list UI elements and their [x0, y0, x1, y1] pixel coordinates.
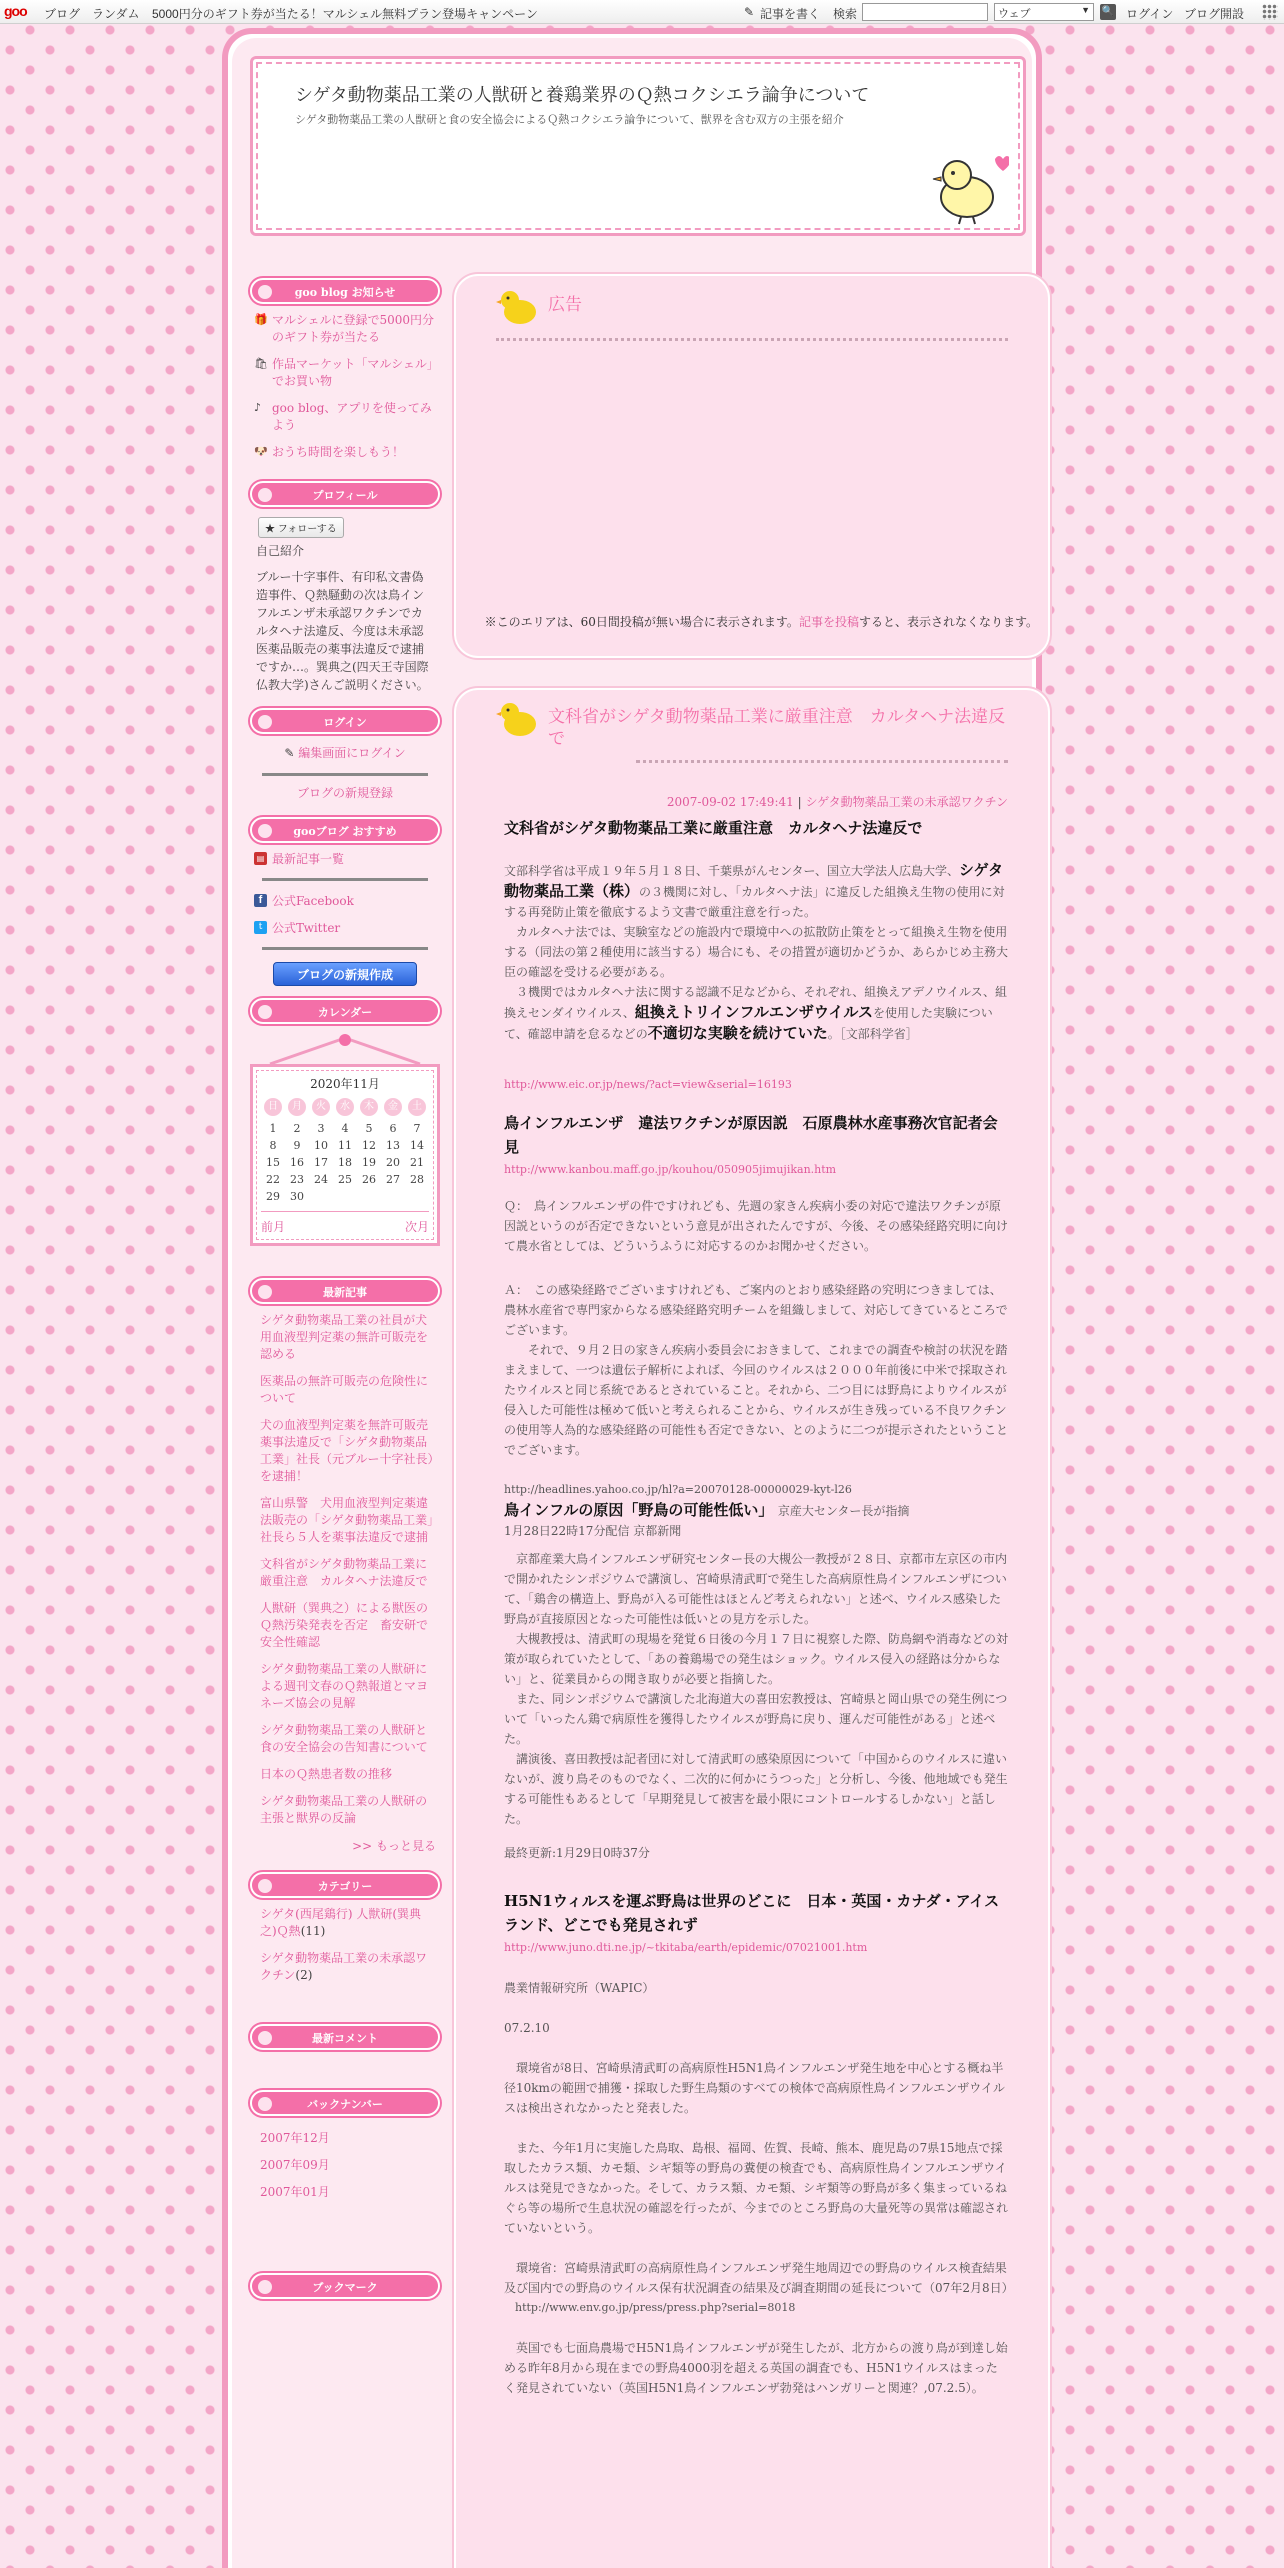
- recent-article-item[interactable]: [254, 1722, 436, 1756]
- calendar-day: 24: [314, 1173, 328, 1186]
- calendar-day: 21: [410, 1156, 424, 1169]
- recommend-list-2: [250, 889, 440, 937]
- recent-article-item[interactable]: [254, 1600, 436, 1651]
- notice-heading: [250, 278, 440, 304]
- divider: [262, 773, 428, 776]
- toolbar-link-blog[interactable]: ブログ: [44, 7, 81, 21]
- calendar-day-name: 木: [360, 1098, 378, 1116]
- calendar-day: 19: [362, 1156, 376, 1169]
- calendar-day: 3: [317, 1122, 325, 1135]
- entry-date-link[interactable]: 2007-09-02 17:49:41: [666, 795, 794, 809]
- ad-note-suffix: すると、表示されなくなります。: [858, 615, 1038, 629]
- ad-box: [454, 274, 1050, 658]
- twitter-link[interactable]: 公式Twitter: [272, 921, 341, 935]
- calendar-day: 20: [386, 1156, 400, 1169]
- more-link[interactable]: >> もっと見る: [352, 1839, 436, 1853]
- notice-link[interactable]: goo blog、アプリを使ってみよう: [272, 401, 432, 432]
- flower-icon: [258, 2280, 272, 2294]
- source-date: 07.2.10: [504, 2021, 550, 2035]
- search-scope-select[interactable]: [994, 3, 1094, 21]
- goo-logo[interactable]: goo: [4, 3, 27, 19]
- recent-article-link[interactable]: 医薬品の無許可販売の危険性について: [260, 1374, 429, 1405]
- shop-icon: 🛍: [254, 357, 268, 370]
- text: を使用した実験について、確認申請を怠るなどの: [504, 1006, 993, 1041]
- pencil-icon: ✎: [744, 5, 755, 19]
- ad-heading: 広告: [548, 295, 582, 315]
- strong-text: シゲタ動物薬品工業（株）: [504, 861, 1003, 900]
- recent-articles-list: [250, 1304, 440, 1827]
- entry-paragraph: 環境省：宮崎県清武町の高病原性鳥インフルエンザ発生地周辺での野鳥のウイルス検査結果及び国内での野鳥のウイルス保有状況調査の結果及び調査期間の延長について（07年2月8日）: [504, 2261, 1014, 2295]
- recommend-list: [250, 843, 440, 868]
- text: 。［文部科学省］: [827, 1027, 918, 1041]
- calendar-day: 15: [266, 1156, 280, 1169]
- entry-paragraph: カルタヘナ法では、実験室などの施設内で環境中への拡散防止策をとって組換え生物を使用する（同法の第２種使用に該当する）場合にも、その措置が適切かどうか、あらかじめ主務大臣の確認を受ける必要がある。: [504, 925, 1009, 979]
- login-box: [250, 734, 440, 765]
- entry-paragraph: Ａ： この感染経路でございますけれども、ご案内のとおり感染経路の究明につきましては、農林水産省で専門家からなる感染経路究明チームを組織しまして、対応してきているところでございます。: [504, 1283, 1008, 1337]
- flower-icon: [258, 2097, 272, 2111]
- calendar-day: 30: [290, 1190, 304, 1203]
- calendar-nav: [261, 1211, 429, 1235]
- calendar-day: 27: [386, 1173, 400, 1186]
- category-count: (2): [295, 1968, 313, 1982]
- notice-item[interactable]: [254, 444, 436, 461]
- calendar-day: 8: [269, 1139, 277, 1152]
- entry-heading-2: 鳥インフルエンザ 違法ワクチンが原因説 石原農林水産事務次官記者会見: [504, 1114, 998, 1156]
- notice-heading-label: goo blog お知らせ: [294, 286, 396, 299]
- present-icon: 🎁: [254, 313, 268, 326]
- create-blog-button[interactable]: ブログの新規作成: [273, 962, 417, 986]
- notice-list: [250, 304, 440, 481]
- calendar-day: 4: [341, 1122, 349, 1135]
- self-intro-label: 自己紹介: [256, 544, 305, 558]
- search-icon[interactable]: 🔍: [1100, 4, 1116, 20]
- divider: [262, 947, 428, 950]
- calendar-day: 17: [314, 1156, 328, 1169]
- login-heading: [250, 708, 440, 734]
- notice-item[interactable]: [254, 400, 436, 434]
- calendar-next-link[interactable]: 次月: [404, 1220, 429, 1234]
- main-column: [454, 274, 1050, 2568]
- entry-meta-separator: |: [793, 795, 806, 809]
- flower-icon: [258, 2031, 272, 2045]
- calendar-day: 11: [338, 1139, 352, 1152]
- blog-header: [250, 56, 1026, 236]
- recommend-heading-label: gooブログ おすすめ: [293, 825, 397, 838]
- write-article-link[interactable]: 記事を書く: [760, 7, 821, 21]
- backnumber-link[interactable]: 2007年12月: [260, 2131, 330, 2145]
- entry-category-link[interactable]: シゲタ動物薬品工業の未承認ワクチン: [805, 795, 1008, 809]
- recent-article-link[interactable]: 人獣研（巽典之）による獣医のＱ熱汚染発表を否定 畜安研で安全性確認: [260, 1601, 429, 1649]
- calendar-day: 25: [338, 1173, 352, 1186]
- backnumber-list: [250, 2116, 440, 2221]
- edit-login-link[interactable]: 編集画面にログイン: [298, 746, 406, 760]
- calendar-day: 12: [362, 1139, 376, 1152]
- notice-item[interactable]: [254, 312, 436, 346]
- facebook-icon: f: [254, 894, 267, 907]
- recent-article-item[interactable]: [254, 1417, 441, 1485]
- profile-box: [250, 542, 440, 708]
- notice-link[interactable]: マルシェルに登録で5000円分のギフト券が当たる: [272, 313, 435, 344]
- entry-paragraph: Ｑ： 鳥インフルエンザの件ですけれども、先週の家きん疾病小委の対応で違法ワクチンが原因説というのが否定できないという意見が出されたんですが、今後、その感染経路究明に向けて農水省としては、どういうふうに対応するのかお聞かせください。: [504, 1199, 1009, 1253]
- calendar-day-name: 土: [408, 1098, 426, 1116]
- category-link[interactable]: シゲタ(西尾鶏行) 人獣研(巽典之)Ｑ熱: [260, 1907, 422, 1938]
- follow-button[interactable]: [258, 517, 344, 538]
- backnumber-item[interactable]: [254, 2130, 436, 2147]
- flower-icon: [258, 1285, 272, 1299]
- entry-meta: [456, 763, 1048, 816]
- entry-heading-4: H5N1ウィルスを運ぶ野鳥は世界のどこに 日本・英国・カナダ・アイスランド、どこでも発見されず: [504, 1892, 1000, 1934]
- calendar-day: 5: [365, 1122, 373, 1135]
- recommend-item[interactable]: [254, 920, 436, 937]
- source-url: http://www.env.go.jp/press/press.php?serial=8018: [504, 2301, 796, 2314]
- dateline: 1月28日22時17分配信 京都新聞: [504, 1524, 682, 1538]
- source-name: 農業情報研究所（WAPIC）: [504, 1981, 655, 1995]
- recent-article-item[interactable]: [254, 1312, 436, 1363]
- profile-heading: [250, 481, 440, 507]
- ad-note: [456, 613, 1048, 656]
- entry-paragraph: 講演後、喜田教授は記者団に対して清武町の感染原因について「中国からのウイルスに違いないが、渡り鳥そのものでなく、二次的に何かにうつった」と分析し、今後、他地域でも発生する可能性もあるとして「早期発見して被害を最小限にコントロールするしかない」と話した。: [504, 1752, 1008, 1826]
- calendar-day-name: 金: [384, 1098, 402, 1116]
- chick-icon: [929, 149, 1009, 225]
- toolbar-link-random[interactable]: ランダム: [92, 7, 140, 21]
- calendar-day: 16: [290, 1156, 304, 1169]
- notice-link[interactable]: おうち時間を楽しもう！: [272, 445, 405, 459]
- recent-article-link[interactable]: 富山県警 犬用血液型判定薬違法販売の「シゲタ動物薬品工業」社長ら５人を薬事法違反で逮捕: [260, 1496, 434, 1544]
- calendar-hanger: [250, 1034, 440, 1064]
- calendar-day: 7: [413, 1122, 421, 1135]
- blog-title[interactable]: シゲタ動物薬品工業の人獣研と養鶏業界のＱ熱コクシエラ論争について: [295, 85, 870, 106]
- entry-paragraph: また、同シンポジウムで講演した北海道大の喜田宏教授は、宮崎県と岡山県での発生例について「いったん鶏で病原性を獲得したウイルスが野鳥に戻り、運んだ可能性がある」と述べた。: [504, 1692, 1008, 1746]
- recent-article-link[interactable]: シゲタ動物薬品工業の人獣研の主張と獣界の反論: [260, 1794, 428, 1825]
- recent-article-item[interactable]: [254, 1495, 436, 1546]
- calendar-day: 6: [389, 1122, 397, 1135]
- comment-heading: [250, 2024, 440, 2050]
- profile-text: ブルー十字事件、有印私文書偽造事件、Ｑ熱騒動の次は鳥インフルエンザ未承認ワクチンでカルタヘナ法違反、今度は未承認医薬品販売の薬事法違反で逮捕ですか…。巽典之(四天王寺国際仏教大学)さんご説明ください。: [256, 570, 429, 692]
- entry-body: [456, 816, 1048, 2434]
- page-container: [222, 28, 1042, 2568]
- category-list: [250, 1898, 440, 2004]
- calendar-day: 2: [293, 1122, 301, 1135]
- profile-heading-label: プロフィール: [312, 489, 378, 502]
- recent-article-link[interactable]: 犬の血液型判定薬を無許可販売 薬事法違反で「シゲタ動物薬品工業」社長（元ブルー十字社長）を逮捕！: [260, 1418, 441, 1483]
- strong-text: 組換えトリインフルエンザウイルス: [634, 1003, 873, 1021]
- backnumber-link[interactable]: 2007年01月: [260, 2185, 330, 2199]
- source-link[interactable]: http://www.juno.dti.ne.jp/~tkitaba/earth/epidemic/07021001.htm: [504, 1941, 868, 1954]
- source-link[interactable]: http://www.kanbou.maff.go.jp/kouhou/050905jimujikan.htm: [504, 1163, 837, 1176]
- calendar-day: 23: [290, 1173, 304, 1186]
- recent-articles-link[interactable]: 最新記事一覧: [272, 852, 345, 866]
- new-blog-register-link[interactable]: ブログの新規登録: [296, 786, 393, 800]
- notice-item[interactable]: [254, 356, 436, 390]
- news-icon: ▤: [254, 852, 267, 865]
- calendar-day: 18: [338, 1156, 352, 1169]
- calendar-heading: [250, 998, 440, 1024]
- calendar-day: 26: [362, 1173, 376, 1186]
- flower-icon: [258, 1879, 272, 1893]
- flower-icon: [258, 824, 272, 838]
- entry-paragraph: [504, 982, 1008, 1044]
- bookmark-heading: [250, 2273, 440, 2299]
- calendar-day: 10: [314, 1139, 328, 1152]
- follow-label: フォローする: [277, 524, 337, 535]
- recent-article-item[interactable]: [254, 1373, 436, 1407]
- recent-article-link[interactable]: 日本のＱ熱患者数の推移: [260, 1767, 393, 1781]
- entry-heading-1: 文科省がシゲタ動物薬品工業に厳重注意 カルタヘナ法違反で: [504, 819, 923, 837]
- entry-heading-3-line: [504, 1500, 1008, 1521]
- calendar-day-name: 月: [288, 1098, 306, 1116]
- entry-heading-3: 鳥インフルの原因「野鳥の可能性低い」: [504, 1501, 766, 1519]
- recent-article-link[interactable]: シゲタ動物薬品工業の社員が犬用血液型判定薬の無許可販売を認める: [260, 1313, 429, 1361]
- star-icon: ★: [265, 524, 275, 535]
- pencil-icon: ✎: [284, 746, 295, 760]
- updated-time: 最終更新:1月29日0時37分: [504, 1846, 650, 1860]
- calendar-box: [250, 1064, 440, 1246]
- chick-icon: [496, 696, 540, 740]
- calendar-day-name: 水: [336, 1098, 354, 1116]
- facebook-link[interactable]: 公式Facebook: [272, 894, 354, 908]
- goo-toolbar: [0, 0, 1284, 24]
- backnumber-link[interactable]: 2007年09月: [260, 2158, 330, 2172]
- recent-article-item[interactable]: [254, 1793, 436, 1827]
- flower-icon: [258, 488, 272, 502]
- recent-article-link[interactable]: シゲタ動物薬品工業の人獣研と食の安全協会の告知書について: [260, 1723, 428, 1754]
- entry-paragraph: 英国でも七面鳥農場でH5N1鳥インフルエンザが発生したが、北方からの渡り鳥が到達し始める昨年8月から現在までの野鳥4000羽を超える英国の調査でも、H5N1ウイルスはまったく発見されていない（英国H5N1鳥インフルエンザ勃発はハンガリーと関連？,07.2.5）。: [504, 2341, 1008, 2395]
- calendar-day: 22: [266, 1173, 280, 1186]
- chick-icon: [496, 284, 540, 328]
- recent-article-link[interactable]: シゲタ動物薬品工業の人獣研による週刊文春のＱ熱報道とマヨネーズ協会の見解: [260, 1662, 429, 1710]
- ad-note-prefix: ※このエリアは、60日間投稿が無い場合に表示されます。: [484, 615, 799, 629]
- note-icon: ♪: [254, 401, 262, 414]
- calendar-day: 28: [410, 1173, 424, 1186]
- open-blog-link[interactable]: ブログ開設: [1184, 7, 1245, 21]
- calendar: [250, 1034, 440, 1246]
- recent-heading-label: 最新記事: [323, 1286, 367, 1299]
- text: の３機関に対し、「カルタヘナ法」に違反した組換え生物の使用に対する再発防止策を徹底するよう文書で厳重注意を行った。: [504, 885, 1005, 919]
- recommend-item[interactable]: [254, 893, 436, 910]
- login-link[interactable]: ログイン: [1126, 7, 1174, 21]
- calendar-day-name: 火: [312, 1098, 330, 1116]
- bookmark-heading-label: ブックマーク: [312, 2281, 378, 2294]
- search-label: 検索: [833, 7, 858, 21]
- backnumber-item[interactable]: [254, 2157, 436, 2174]
- entry-paragraph: また、今年1月に実施した鳥取、島根、福岡、佐賀、長崎、熊本、鹿児島の7県15地点で採取したカラス類、カモ類、シギ類等の野鳥の糞便の検査でも、高病原性鳥インフルエンザウイルスは発見できなかった。そして、カラス類、カモ類、シギ類等の野鳥が多く集まっているねぐら等の場所で生息状況の確認を行ったが、今までのところ野鳥の大量死等の異常は確認されていないという。: [504, 2141, 1009, 2235]
- entry-title[interactable]: 文科省がシゲタ動物薬品工業に厳重注意 カルタヘナ法違反で: [548, 707, 1006, 749]
- calendar-prev-link[interactable]: 前月: [261, 1220, 286, 1234]
- calendar-heading-label: カレンダー: [317, 1006, 373, 1019]
- comment-heading-label: 最新コメント: [312, 2032, 378, 2045]
- recommend-item[interactable]: [254, 851, 436, 868]
- calendar-grid: [261, 1098, 429, 1203]
- flower-icon: [258, 285, 272, 299]
- text: ３機関ではカルタヘナ法に関する認識不足などから、それぞれ、組換えアデノウイルス、組換えセンダイウイルス、: [504, 985, 1008, 1020]
- calendar-day: 1: [269, 1122, 277, 1135]
- ad-box-head: [456, 276, 1048, 338]
- entry-paragraph: 環境省が8日、宮崎県清武町の高病原性H5N1鳥インフルエンザ発生地を中心とする概ね半径10kmの範囲で捕獲・採取した野生鳥類のすべての検体で高病原性鳥インフルエンザウイルスは検出されなかったと発表した。: [504, 2061, 1005, 2115]
- recent-heading: [250, 1278, 440, 1304]
- entry-paragraph: それで、９月２日の家きん疾病小委員会におきまして、これまでの調査や検討の状況を踏まえまして、一つは遺伝子解析によれば、今回のウイルスは２０００年前後に中米で採取されたウイルスと同じ系統であるとされていること。それから、二つ目には野鳥によりウイルスが侵入した可能性は極めて低いと考えられることから、ウイルスが生き残っている不良ワクチンの使用等人為的な感染経路の可能性も否定できない、とのように二つが提示されたということでございます。: [504, 1343, 1009, 1457]
- backnumber-heading: [250, 2090, 440, 2116]
- source-link[interactable]: http://www.eic.or.jp/news/?act=view&serial=16193: [504, 1078, 792, 1091]
- calendar-day: 13: [386, 1139, 400, 1152]
- flower-icon: [258, 1005, 272, 1019]
- calendar-title: 2020年11月: [310, 1077, 380, 1091]
- recent-article-item[interactable]: [254, 1556, 436, 1590]
- calendar-day: 9: [293, 1139, 301, 1152]
- recommend-heading: [250, 817, 440, 843]
- entry-head: [456, 690, 1048, 760]
- sidebar: [250, 278, 440, 2299]
- entry-paragraph: [504, 860, 1008, 922]
- toolbar-link-campaign[interactable]: 5000円分のギフト券が当たる！マルシェル無料プラン登場キャンペーン: [152, 7, 538, 21]
- calendar-day-name: 日: [264, 1098, 282, 1116]
- login-heading-label: ログイン: [323, 716, 367, 729]
- category-item[interactable]: [254, 1906, 436, 1940]
- notice-link[interactable]: 作品マーケット「マルシェル」でお買い物: [272, 357, 433, 388]
- category-heading: [250, 1872, 440, 1898]
- category-count: (11): [300, 1924, 326, 1938]
- search-scope-value: ウェブ: [998, 8, 1031, 20]
- calendar-day: 29: [266, 1190, 280, 1203]
- dog-icon: 🐶: [254, 445, 268, 458]
- flower-icon: [258, 715, 272, 729]
- recent-article-link[interactable]: 文科省がシゲタ動物薬品工業に厳重注意 カルタヘナ法違反で: [260, 1557, 428, 1588]
- category-heading-label: カテゴリー: [317, 1880, 373, 1893]
- divider: [262, 878, 428, 881]
- category-item[interactable]: [254, 1950, 436, 1984]
- backnumber-item[interactable]: [254, 2184, 436, 2201]
- post-article-link[interactable]: 記事を投稿: [798, 615, 859, 629]
- backnumber-heading-label: バックナンバー: [307, 2098, 383, 2111]
- entry-paragraph: 京都産業大鳥インフルエンザ研究センター長の大槻公一教授が２８日、京都市左京区の市内で開かれたシンポジウムで講演し、宮崎県清武町で発生した高病原性鳥インフルエンザについて、「鶏舎の構造上、野鳥が入る可能性はほとんど考えられない」と述べ、ウイルス感染した野鳥が直接原因となった可能性は低いとの見方を示した。: [504, 1552, 1008, 1626]
- page-inner: [232, 38, 1038, 2568]
- category-link[interactable]: シゲタ動物薬品工業の未承認ワクチン: [260, 1951, 428, 1982]
- ad-area: [456, 341, 1048, 613]
- grid-menu-icon[interactable]: [1262, 4, 1278, 20]
- entry-box: [454, 688, 1050, 2568]
- calendar-day: 14: [410, 1139, 424, 1152]
- search-input[interactable]: [862, 3, 988, 21]
- recent-article-item[interactable]: [254, 1766, 436, 1783]
- blog-subtitle: シゲタ動物薬品工業の人獣研と食の安全協会によるＱ熱コクシエラ論争について、獣界を含む双方の主張を紹介: [295, 113, 844, 126]
- source-url: http://headlines.yahoo.co.jp/hl?a=20070128-00000029-kyt-l26: [504, 1483, 852, 1496]
- twitter-icon: t: [254, 921, 267, 934]
- entry-heading-3-sub: 京産大センター長が指摘: [765, 1504, 910, 1518]
- strong-text: 不適切な実験を続けていた: [647, 1024, 828, 1042]
- entry-paragraph: 大槻教授は、清武町の現場を発覚６日後の今月１７日に視察した際、防鳥網や消毒などの対策が取られていたとして、「あの養鶏場での発生はショック。ウイルス侵入の経路は分からない」と、従業員からの聞き取りが必要と指摘した。: [504, 1632, 1009, 1686]
- text: 文部科学省は平成１９年５月１８日、千葉県がんセンター、国立大学法人広島大学、: [504, 864, 960, 878]
- recent-article-item[interactable]: [254, 1661, 436, 1712]
